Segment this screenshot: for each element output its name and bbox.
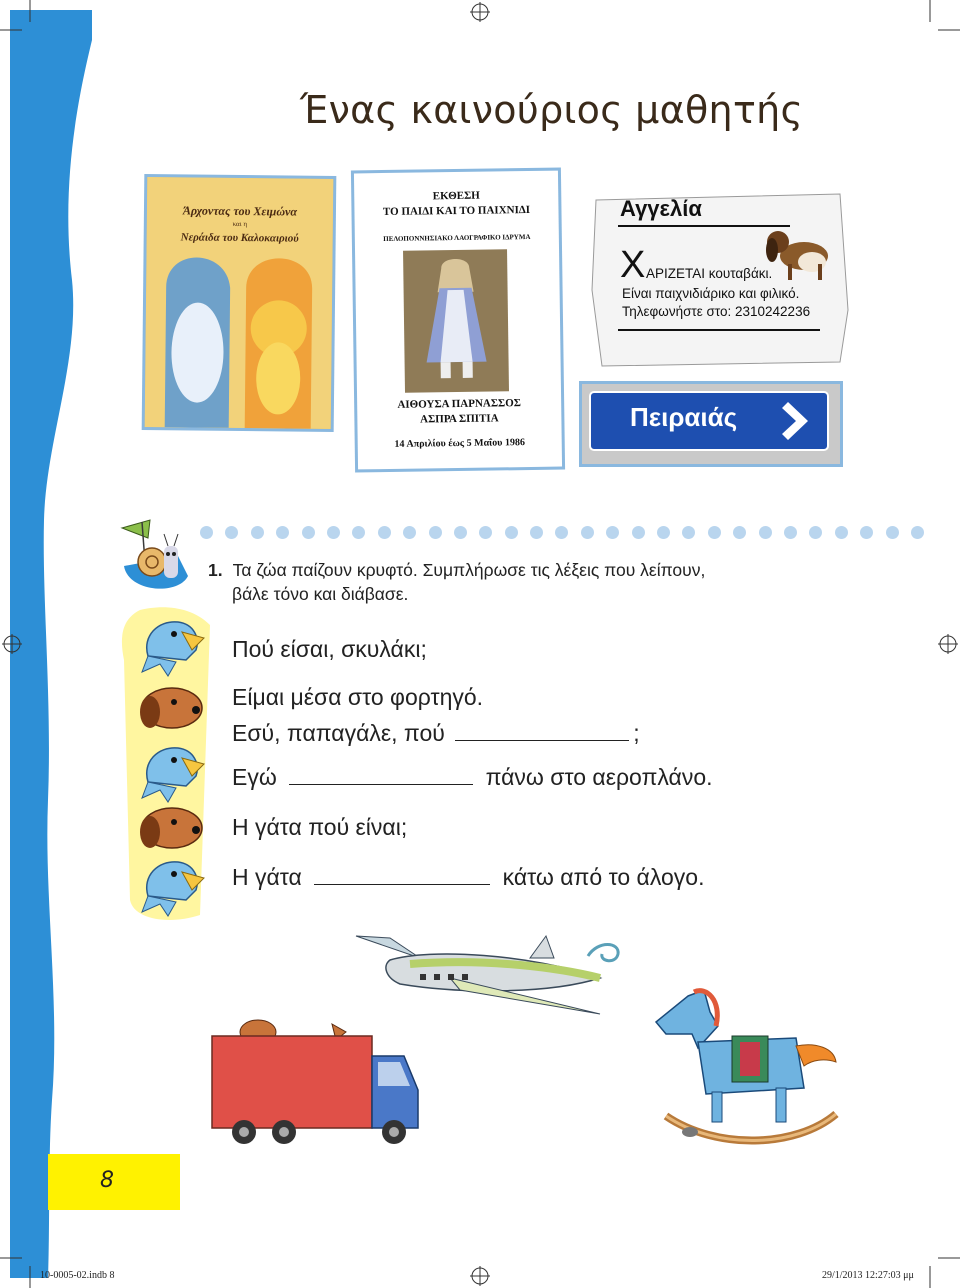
book-cover-poster	[145, 177, 334, 429]
ad-heading: Αγγελία	[620, 196, 702, 221]
parrot-icon	[142, 622, 204, 676]
truck-illustration	[208, 1016, 424, 1148]
book-title-line2: και η	[232, 219, 248, 229]
exhibition-poster	[354, 171, 562, 470]
instruction-line2: βάλε τόνο και διάβασε.	[232, 584, 409, 604]
dialogue-a1: Είμαι μέσα στο φορτηγό.	[232, 684, 484, 710]
parrot-icon	[142, 748, 204, 802]
yellow-page-tab	[48, 1154, 180, 1210]
dialogue-q2-text: Εσύ, παπαγάλε, πού	[232, 720, 445, 746]
puppy-head-icon	[140, 688, 202, 728]
dialogue-a2	[232, 764, 713, 791]
page-number: 8	[100, 1168, 114, 1193]
dialogue-a3-text: Η γάτα	[232, 864, 302, 890]
rocking-horse-illustration	[636, 986, 840, 1152]
snail-mascot-icon	[118, 516, 196, 596]
ad-line3: Τηλεφωνήστε στο: 2310242236	[622, 304, 811, 319]
exhibition-line3: ΠΕΛΟΠΟΝΝΗΣΙΑΚΟ ΛΑΟΓΡΑΦΙΚΟ ΙΔΡΥΜΑ	[383, 232, 531, 244]
blank-input-1[interactable]	[455, 739, 629, 741]
blank-input-2[interactable]	[289, 783, 473, 785]
blue-margin-band	[10, 10, 92, 1278]
airplane-illustration	[350, 928, 630, 1028]
book-title-line1: Άρχοντας του Χειμώνα	[182, 203, 298, 219]
blank-input-3[interactable]	[314, 883, 490, 885]
exhibition-line6: 14 Απριλίου έως 5 Μαΐου 1986	[394, 437, 525, 450]
book-title-line3: Νεράιδα του Καλοκαιριού	[180, 231, 299, 245]
animal-heads-column	[130, 612, 210, 924]
footer-timestamp: 29/1/2013 12:27:03 μμ	[822, 1270, 914, 1281]
instruction-line1: Τα ζώα παίζουν κρυφτό. Συμπλήρωσε τις λέξεις που λείπουν,	[232, 560, 706, 580]
dot-separator	[200, 526, 936, 539]
dialogue-q2-end: ;	[633, 720, 640, 746]
puppy-head-icon	[140, 808, 202, 848]
exhibition-line1: ΕΚΘΕΣΗ	[432, 189, 480, 203]
dialogue-a2-text: Εγώ	[232, 764, 277, 790]
ad-line2: Είναι παιχνιδιάρικο και φιλικό.	[622, 286, 800, 301]
exhibition-line4: ΑΙΘΟΥΣΑ ΠΑΡΝΑΣΣΟΣ	[397, 397, 522, 411]
dialogue-q3: Η γάτα πού είναι;	[232, 814, 408, 840]
road-sign-photo	[582, 384, 840, 464]
exhibition-line5: ΑΣΠΡΑ ΣΠΙΤΙΑ	[420, 412, 499, 426]
dialogue-a3	[232, 864, 704, 891]
puppy-ad	[590, 190, 852, 368]
exercise-instruction	[208, 558, 705, 606]
ad-big-letter: Χ	[620, 244, 646, 286]
exhibition-line2: ΤΟ ΠΑΙΔΙ ΚΑΙ ΤΟ ΠΑΙΧΝΙΔΙ	[382, 203, 531, 219]
dialogue-a2-end: πάνω στο αεροπλάνο.	[485, 764, 713, 790]
ad-line1: ΑΡΙΖΕΤΑΙ κουταβάκι.	[646, 266, 773, 281]
dialogue-q2	[232, 720, 640, 747]
exercise-number: 1.	[208, 560, 223, 580]
dialogue-q1: Πού είσαι, σκυλάκι;	[232, 636, 427, 662]
parrot-icon	[142, 862, 204, 916]
road-sign-text: Πειραιάς	[630, 402, 738, 432]
lesson-title: Ένας καινούριος μαθητής	[300, 88, 804, 132]
dialogue-a3-end: κάτω από το άλογο.	[502, 864, 705, 890]
footer-file: 10-0005-02.indb 8	[40, 1270, 115, 1281]
